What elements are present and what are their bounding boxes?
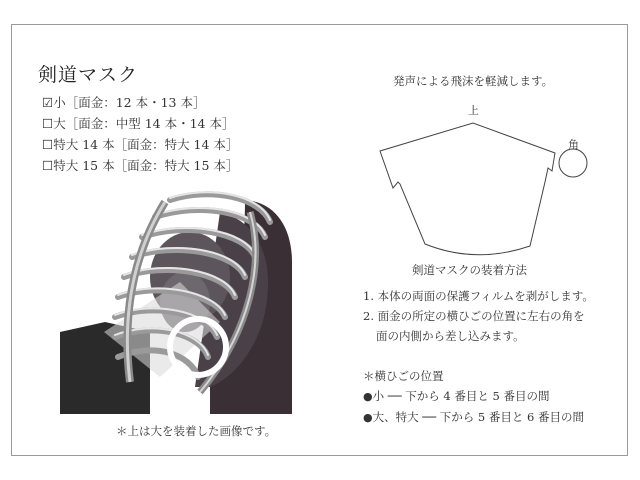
product-title: 剣道マスク (38, 64, 139, 86)
size-option-small (42, 92, 238, 113)
size-option-large (42, 113, 238, 134)
step-1: 1. 本体の両面の保護フィルムを剥がします。 (363, 289, 594, 303)
checkbox-icon: ☐ (42, 116, 54, 131)
position-item (363, 407, 584, 428)
label-top: 上 (468, 104, 479, 117)
mask-outline (380, 123, 555, 255)
position-title: ＊横ひごの位置 (363, 369, 444, 383)
bullet-icon: ● (363, 390, 373, 403)
steps-list (363, 286, 594, 346)
size-label: 小［面金：12 本・13 本］ (53, 95, 206, 110)
step-2: 2. 面金の所定の横ひごの位置に左右の角を (363, 309, 585, 323)
position-item (363, 386, 584, 407)
size-list (42, 92, 238, 176)
position-text: 大、特大 ── 下から 5 番目と 6 番目の間 (372, 410, 585, 424)
diagram-title: 剣道マスクの装着方法 (412, 263, 527, 277)
mask-shape-diagram (360, 96, 600, 256)
step-2-continued: 面の内側から差し込みます。 (376, 329, 525, 343)
corner-marker (559, 149, 587, 177)
mask-photo (60, 182, 292, 414)
checkbox-icon: ☐ (42, 137, 54, 152)
photo-caption: ＊上は大を装着した画像です。 (116, 424, 277, 438)
size-label: 大［面金：中型 14 本・14 本］ (53, 116, 235, 131)
size-label: 特大 14 本［面金：特大 14 本］ (53, 137, 239, 152)
size-option-xl-14 (42, 134, 238, 155)
size-label: 特大 15 本［面金：特大 15 本］ (53, 158, 239, 173)
bullet-icon: ● (363, 411, 373, 424)
size-option-xl-15 (42, 155, 238, 176)
checkbox-checked-icon: ☑ (42, 95, 54, 110)
position-list (363, 386, 584, 428)
label-corner: 角 (568, 138, 579, 151)
position-text: 小 ── 下から 4 番目と 5 番目の間 (372, 389, 550, 403)
checkbox-icon: ☐ (42, 158, 54, 173)
note-text: 発声による飛沫を軽減します。 (393, 74, 554, 88)
